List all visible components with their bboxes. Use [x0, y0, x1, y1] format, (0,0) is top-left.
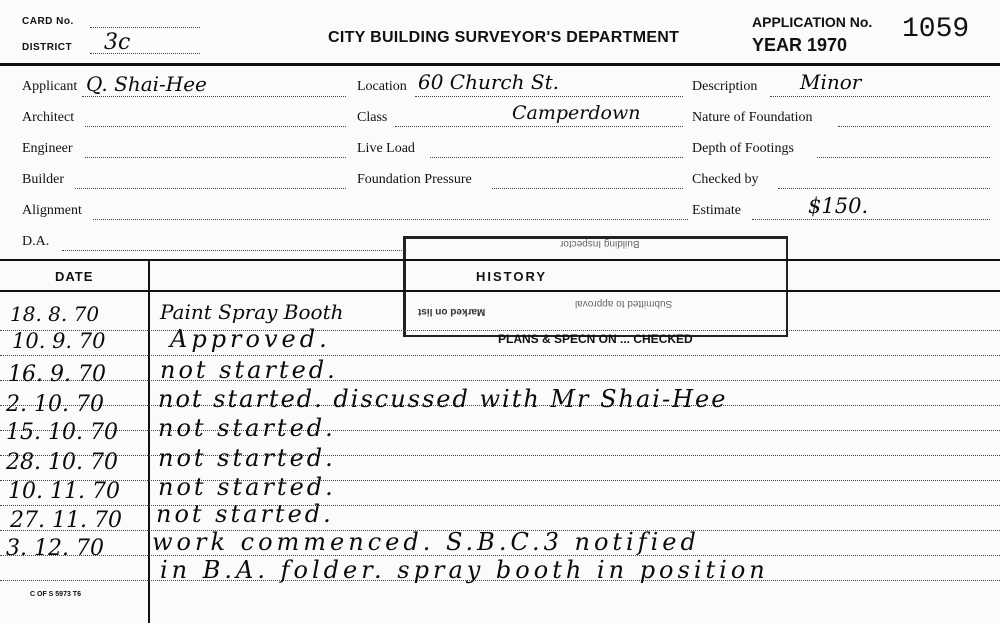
- estimate-value: $150.: [808, 194, 869, 218]
- ruled-line: [0, 430, 1000, 431]
- applicant-label: Applicant: [22, 79, 78, 94]
- ruled-line: [0, 355, 1000, 356]
- engineer-label: Engineer: [22, 141, 73, 156]
- stamp-plans-checked: PLANS & SPECN ON ... CHECKED: [498, 332, 693, 346]
- history-entry: not started. discussed with Mr Shai-Hee: [158, 385, 728, 413]
- stamp-marked-on-list: Marked on list: [418, 306, 486, 317]
- history-date: 10. 9. 70: [12, 329, 106, 353]
- live-load-line: [430, 157, 683, 158]
- location-line: [415, 96, 683, 97]
- foundation-pressure-label: Foundation Pressure: [357, 172, 472, 187]
- year-label: YEAR 1970: [752, 35, 848, 55]
- nature-line: [838, 126, 990, 127]
- card-no-label: CARD No.: [22, 16, 74, 27]
- depth-line: [817, 157, 990, 158]
- location-value: 60 Church St.: [418, 70, 559, 94]
- ruled-line: [0, 380, 1000, 381]
- da-label: D.A.: [22, 234, 50, 249]
- date-column-divider: [148, 261, 150, 623]
- application-label: APPLICATION No.: [752, 14, 873, 30]
- alignment-label: Alignment: [22, 203, 82, 218]
- checked-line: [778, 188, 990, 189]
- description-line: [770, 96, 990, 97]
- stamp-submitted: Submitted to approval: [575, 298, 673, 309]
- ruled-line: [0, 505, 1000, 506]
- history-date: 3. 12. 70: [6, 536, 104, 561]
- history-date: 2. 10. 70: [6, 392, 104, 417]
- form-code: C OF S 5973 T6: [30, 591, 81, 598]
- depth-label: Depth of Footings: [692, 141, 794, 156]
- history-date: 28. 10. 70: [6, 450, 118, 475]
- da-line: [62, 250, 402, 251]
- history-date: 16. 9. 70: [8, 362, 106, 387]
- builder-line: [75, 188, 346, 189]
- location-label: Location: [357, 79, 407, 94]
- applicant-value: Q. Shai-Hee: [86, 72, 207, 96]
- class-value: Camperdown: [512, 102, 641, 124]
- district-value: 3c: [104, 30, 131, 55]
- rubber-stamp-box: [403, 236, 788, 337]
- department-title: CITY BUILDING SURVEYOR'S DEPARTMENT: [328, 29, 680, 46]
- description-label: Description: [692, 79, 758, 94]
- history-entry: in B.A. folder. spray booth in position: [160, 556, 769, 584]
- alignment-line: [93, 219, 688, 220]
- applicant-line: [82, 96, 346, 97]
- history-entry: not started.: [158, 414, 336, 442]
- history-entry: Paint Spray Booth: [160, 300, 344, 324]
- ruled-line: [0, 455, 1000, 456]
- application-number: 1059: [902, 14, 970, 45]
- history-entry: not started.: [160, 356, 338, 384]
- class-line: [395, 126, 683, 127]
- stamp-building-inspector: Building Inspector: [560, 238, 640, 249]
- history-entry: work commenced. S.B.C.3 notified: [152, 528, 700, 556]
- engineer-line: [85, 157, 346, 158]
- history-entry: Approved.: [170, 325, 331, 353]
- history-date: 27. 11. 70: [10, 508, 122, 533]
- architect-line: [85, 126, 346, 127]
- checked-label: Checked by: [692, 172, 759, 187]
- builder-label: Builder: [22, 172, 64, 187]
- history-entry: not started.: [156, 500, 334, 528]
- date-column-header: DATE: [55, 269, 94, 284]
- header-rule: [0, 63, 1000, 66]
- nature-label: Nature of Foundation: [692, 110, 813, 125]
- history-column-header: HISTORY: [476, 269, 548, 284]
- estimate-label: Estimate: [692, 203, 741, 218]
- district-label: DISTRICT: [22, 42, 73, 53]
- ruled-line: [0, 480, 1000, 481]
- history-header-rule: [0, 290, 1000, 292]
- foundation-pressure-line: [492, 188, 683, 189]
- live-load-label: Live Load: [357, 141, 415, 156]
- history-date: 10. 11. 70: [8, 479, 120, 504]
- history-top-rule: [0, 259, 1000, 261]
- card-no-line: [90, 27, 200, 28]
- estimate-line: [752, 219, 990, 220]
- history-date: 15. 10. 70: [6, 420, 118, 445]
- ruled-line: [0, 330, 1000, 331]
- history-entry: not started.: [158, 473, 336, 501]
- architect-label: Architect: [22, 110, 75, 125]
- history-date: 18. 8. 70: [10, 302, 100, 326]
- description-value: Minor: [800, 70, 862, 94]
- history-entry: not started.: [158, 444, 336, 472]
- class-label: Class: [357, 110, 388, 125]
